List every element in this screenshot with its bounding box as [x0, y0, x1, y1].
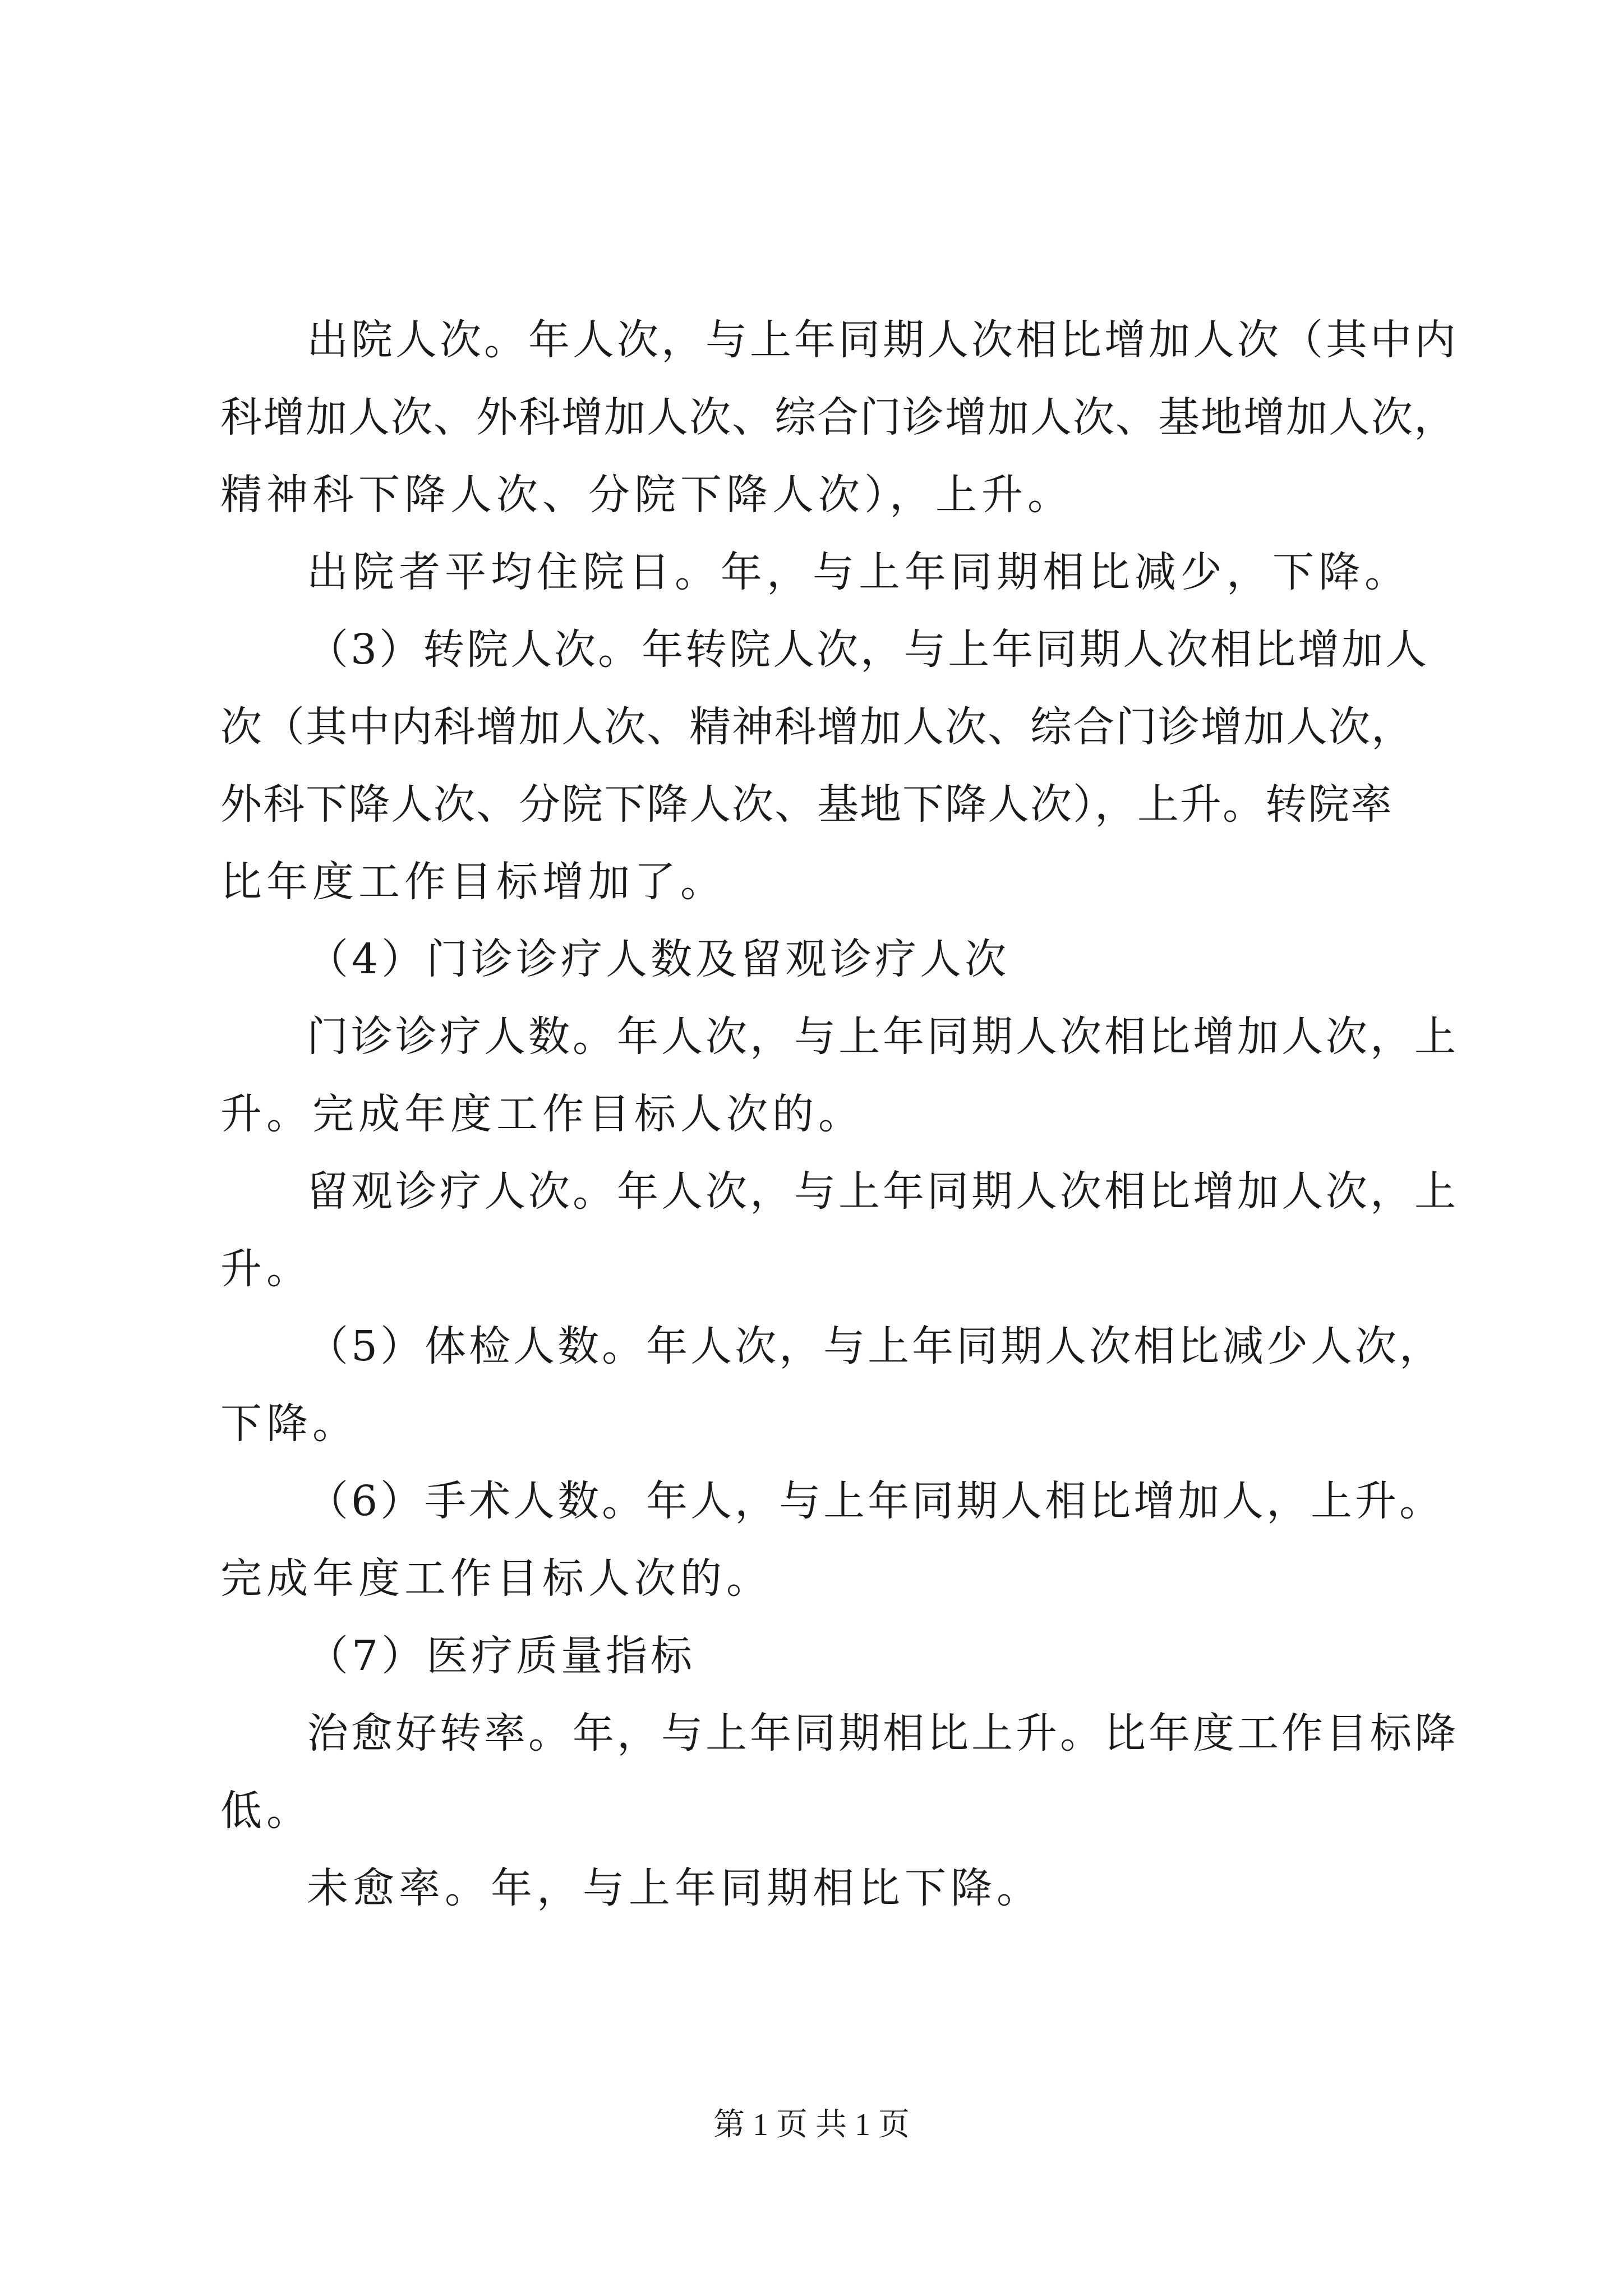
paragraph-line: 留观诊疗人次。年人次，与上年同期人次相比增加人次，上 [307, 1167, 1459, 1216]
paragraph-line: 外科下降人次、分院下降人次、基地下降人次），上升。转院率 [220, 780, 1393, 829]
paragraph-line: 低。 [220, 1787, 312, 1835]
paragraph-line: 未愈率。年，与上年同期相比下降。 [307, 1864, 1043, 1912]
paragraph-line: 出院人次。年人次，与上年同期人次相比增加人次（其中内 [307, 316, 1459, 364]
section-heading: （4）门诊诊疗人数及留观诊疗人次 [307, 935, 1010, 983]
paragraph-line: 门诊诊疗人数。年人次，与上年同期人次相比增加人次，上 [307, 1013, 1459, 1061]
paragraph-line: （6）手术人数。年人，与上年同期人相比增加人，上升。 [307, 1477, 1444, 1525]
paragraph-line: 次（其中内科增加人次、精神科增加人次、综合门诊增加人次， [220, 703, 1414, 751]
paragraph-line: 科增加人次、外科增加人次、综合门诊增加人次、基地增加人次， [220, 393, 1456, 441]
paragraph-line: （5）体检人数。年人次，与上年同期人次相比减少人次， [307, 1322, 1444, 1370]
paragraph-line: 精神科下降人次、分院下降人次），上升。 [220, 471, 1073, 519]
paragraph-line: 出院者平均住院日。年，与上年同期相比减少，下降。 [307, 548, 1410, 596]
paragraph-line: 治愈好转率。年，与上年同期相比上升。比年度工作目标降 [307, 1709, 1459, 1757]
paragraph-line: 完成年度工作目标人次的。 [220, 1554, 772, 1603]
paragraph-line: 升。完成年度工作目标人次的。 [220, 1090, 864, 1138]
paragraph-line: 下降。 [220, 1400, 358, 1448]
paragraph-line: （3）转院人次。年转院人次，与上年同期人次相比增加人 [307, 625, 1430, 674]
paragraph-line: 升。 [220, 1245, 312, 1293]
paragraph-line: 比年度工作目标增加了。 [220, 858, 726, 906]
page-footer: 第 1 页 共 1 页 [713, 2108, 910, 2142]
section-heading: （7）医疗质量指标 [307, 1632, 696, 1680]
